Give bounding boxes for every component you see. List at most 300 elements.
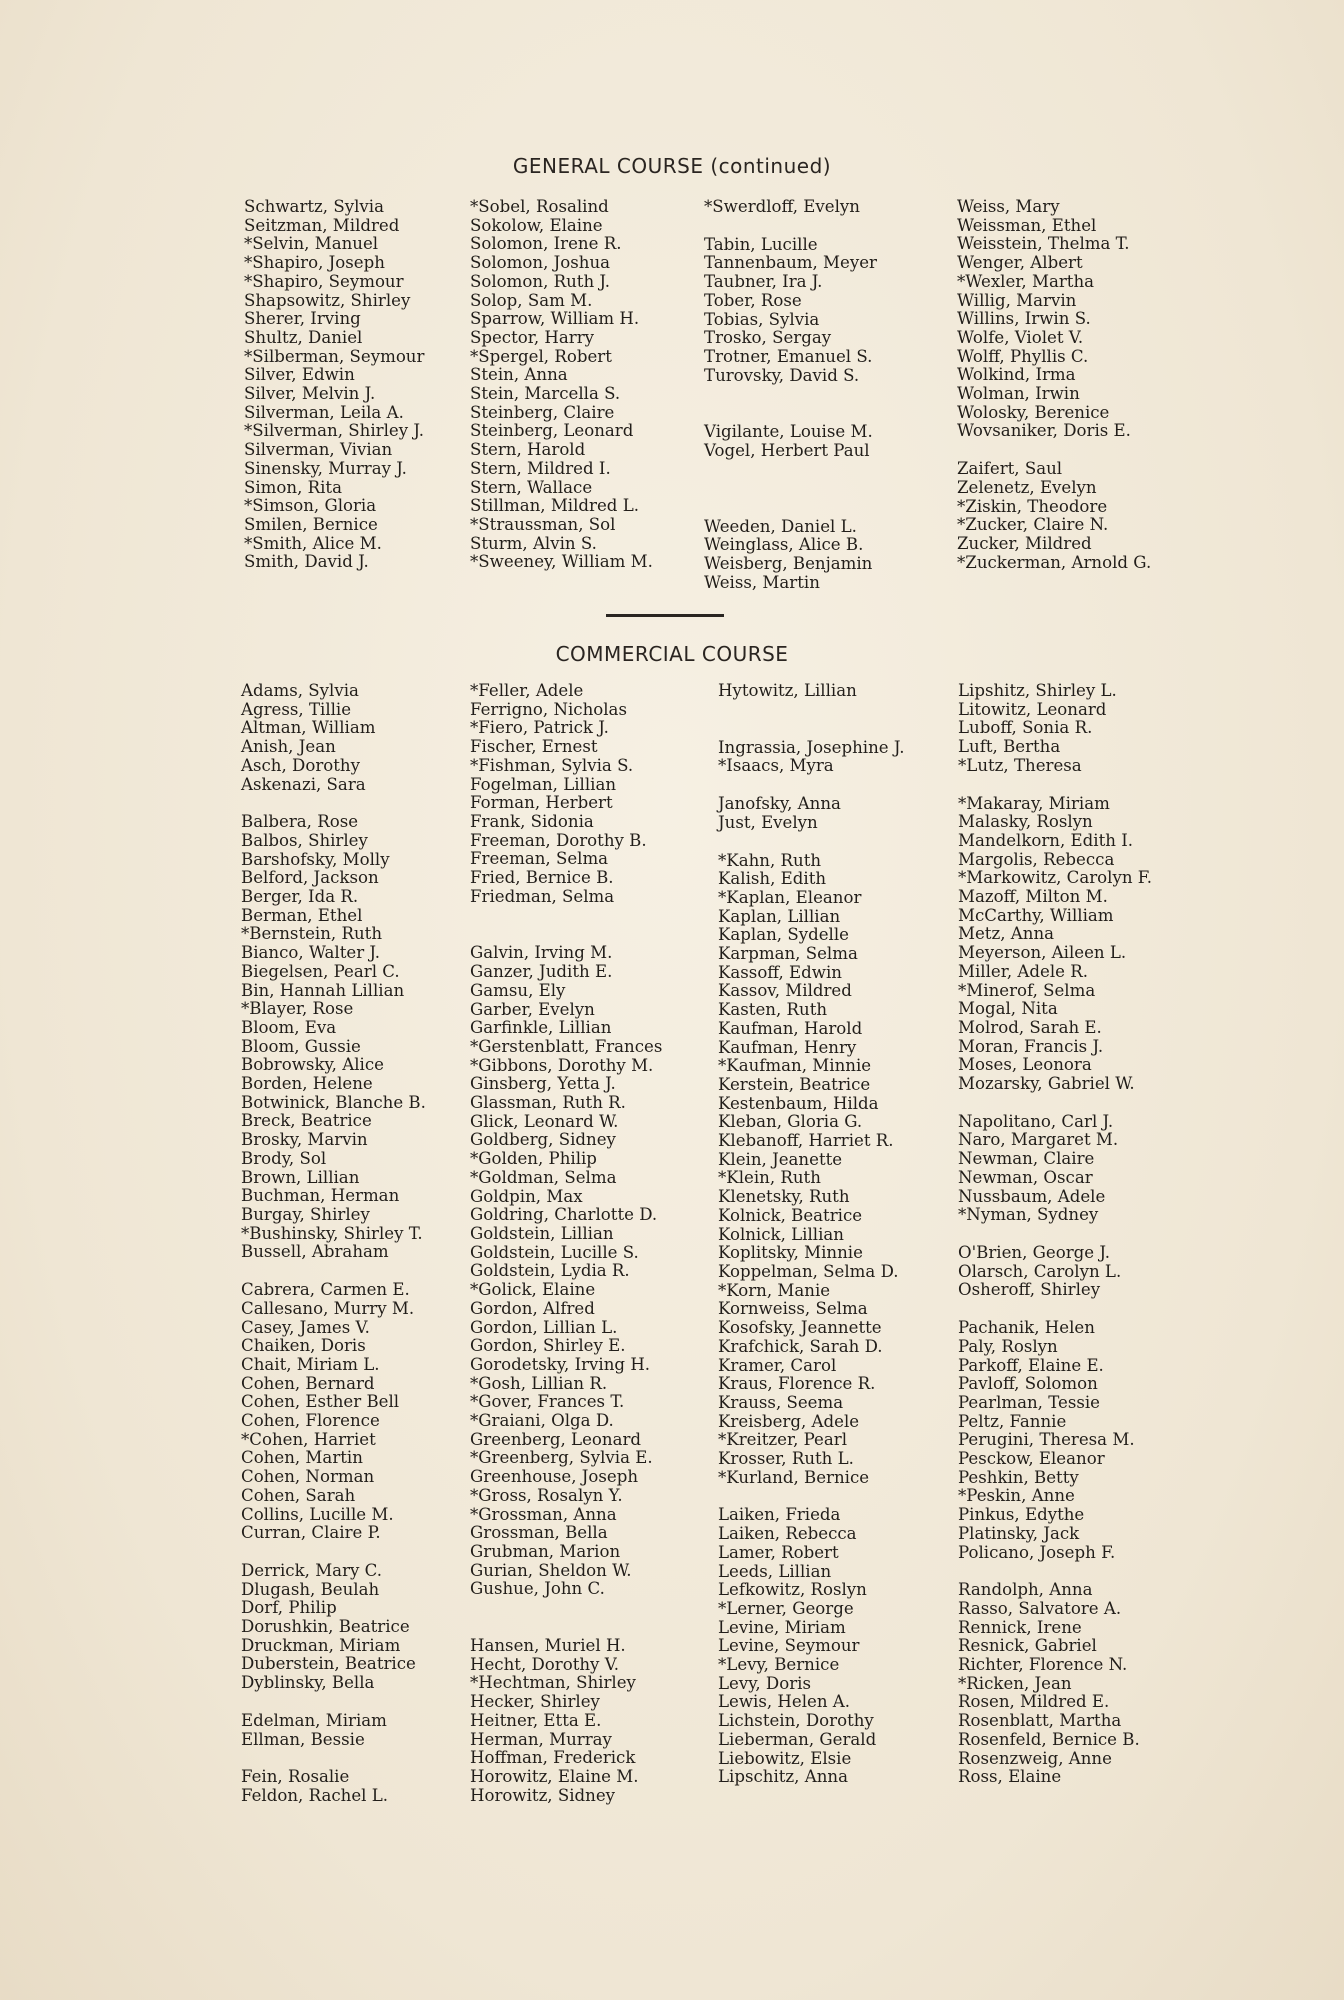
student-name: Smith, David J.	[244, 552, 369, 572]
student-name: *Kahn, Ruth	[718, 850, 822, 870]
student-name: *Bushinsky, Shirley T.	[241, 1223, 423, 1243]
student-name: Mogal, Nita	[958, 999, 1058, 1019]
student-name: Fogelman, Lillian	[470, 774, 617, 794]
student-name: Gushue, John C.	[470, 1579, 605, 1599]
student-name: Wolman, Irwin	[957, 384, 1080, 404]
student-name: Rennick, Irene	[958, 1617, 1082, 1637]
student-name: Kolnick, Lillian	[718, 1224, 844, 1244]
student-name: *Wexler, Martha	[957, 271, 1095, 291]
student-name: Stillman, Mildred L.	[470, 496, 639, 516]
student-name: *Makaray, Miriam	[958, 793, 1110, 813]
student-name: Greenberg, Leonard	[470, 1429, 642, 1449]
student-name: Freeman, Dorothy B.	[470, 830, 647, 850]
student-name: Cohen, Martin	[241, 1448, 363, 1468]
student-name: *Straussman, Sol	[470, 514, 616, 534]
student-name: Cabrera, Carmen E.	[241, 1280, 410, 1300]
column-gap	[718, 1487, 905, 1506]
student-name: Glick, Leonard W.	[470, 1111, 619, 1131]
student-name: Sherer, Irving	[244, 309, 361, 329]
student-name: Tannenbaum, Meyer	[704, 253, 877, 273]
student-name: Biegelsen, Pearl C.	[241, 961, 400, 981]
column-gap	[718, 776, 905, 795]
student-name: Klenetsky, Ruth	[718, 1187, 850, 1207]
student-name: Vogel, Herbert Paul	[704, 441, 870, 461]
student-name: Gordon, Shirley E.	[470, 1336, 626, 1356]
general-course-heading: GENERAL COURSE (continued)	[512, 154, 832, 178]
student-name: *Fiero, Patrick J.	[470, 718, 609, 738]
student-name: Cohen, Florence	[241, 1411, 380, 1431]
student-name: Druckman, Miriam	[241, 1635, 401, 1655]
student-name: Galvin, Irving M.	[470, 943, 613, 963]
student-name: *Grossman, Anna	[470, 1504, 617, 1524]
commercial-course-column-2	[470, 682, 662, 1805]
student-name: Cohen, Norman	[241, 1467, 375, 1487]
student-name: Luft, Bertha	[958, 737, 1061, 757]
student-name: Casey, James V.	[241, 1317, 370, 1337]
student-name: Dorf, Philip	[241, 1598, 337, 1618]
student-name: *Sweeney, William M.	[470, 552, 653, 572]
student-name: Krafchick, Sarah D.	[718, 1336, 883, 1356]
student-name: *Swerdloff, Evelyn	[704, 197, 860, 216]
student-name: Lewis, Helen A.	[718, 1692, 851, 1712]
column-gap	[704, 480, 877, 499]
student-name: Schwartz, Sylvia	[244, 197, 384, 216]
student-name: *Cohen, Harriet	[241, 1429, 376, 1449]
student-name: Napolitano, Carl J.	[958, 1111, 1114, 1131]
student-name: Ganzer, Judith E.	[470, 962, 613, 982]
commercial-course-heading: COMMERCIAL COURSE	[555, 642, 789, 666]
student-name: Kestenbaum, Hilda	[718, 1093, 879, 1113]
student-name: *Zucker, Claire N.	[957, 515, 1109, 535]
student-name: *Golick, Elaine	[470, 1280, 596, 1300]
student-name: Karpman, Selma	[718, 944, 858, 964]
student-name: *Smith, Alice M.	[244, 533, 382, 553]
column-gap	[241, 1543, 426, 1562]
student-name: *Ricken, Jean	[958, 1673, 1072, 1693]
student-name: *Levy, Bernice	[718, 1655, 840, 1675]
student-name: Asch, Dorothy	[241, 755, 360, 775]
student-name: Pavloff, Solomon	[958, 1374, 1098, 1394]
student-name: Rosenfeld, Bernice B.	[958, 1729, 1140, 1749]
student-name: Policano, Joseph F.	[958, 1542, 1116, 1562]
student-name: Lipschitz, Anna	[718, 1767, 848, 1787]
student-name: Freeman, Selma	[470, 849, 609, 869]
student-name: Kramer, Carol	[718, 1355, 837, 1375]
student-name: Moses, Leonora	[958, 1055, 1092, 1075]
student-name: Peltz, Fannie	[958, 1411, 1067, 1431]
student-name: Edelman, Miriam	[241, 1710, 387, 1730]
student-name: Trotner, Emanuel S.	[704, 346, 873, 366]
student-name: Kassoff, Edwin	[718, 962, 842, 982]
student-name: Buchman, Herman	[241, 1186, 400, 1206]
student-name: Dyblinsky, Bella	[241, 1673, 375, 1693]
student-name: Garber, Evelyn	[470, 999, 595, 1019]
student-name: Gamsu, Ely	[470, 980, 566, 1000]
student-name: Kasten, Ruth	[718, 1000, 828, 1020]
student-name: Molrod, Sarah E.	[958, 1017, 1102, 1037]
student-name: Bloom, Eva	[241, 1017, 337, 1037]
student-name: Simon, Rita	[244, 477, 342, 497]
student-name: Pinkus, Edythe	[958, 1505, 1085, 1525]
student-name: Hecker, Shirley	[470, 1692, 600, 1712]
column-gap	[470, 1618, 662, 1637]
student-name: Curran, Claire P.	[241, 1523, 381, 1543]
student-name: Nussbaum, Adele	[958, 1186, 1106, 1206]
student-name: Cohen, Sarah	[241, 1485, 356, 1505]
student-name: Levine, Seymour	[718, 1636, 860, 1656]
student-name: Just, Evelyn	[718, 812, 818, 832]
student-name: Chait, Miriam L.	[241, 1354, 380, 1374]
student-name: Fischer, Ernest	[470, 737, 598, 757]
student-name: *Peskin, Anne	[958, 1486, 1075, 1506]
student-name: Adams, Sylvia	[241, 681, 359, 700]
student-name: Stern, Wallace	[470, 477, 593, 497]
student-name: Heitner, Etta E.	[470, 1710, 602, 1730]
student-name: O'Brien, George J.	[958, 1242, 1111, 1262]
student-name: Wolosky, Berenice	[957, 402, 1110, 422]
student-name: Gurian, Sheldon W.	[470, 1560, 632, 1580]
student-name: *Nyman, Sydney	[958, 1205, 1099, 1225]
student-name: Kalish, Edith	[718, 869, 827, 889]
student-name: *Gover, Frances T.	[470, 1392, 625, 1412]
student-name: Cohen, Bernard	[241, 1373, 375, 1393]
student-name: Bin, Hannah Lillian	[241, 980, 405, 1000]
student-name: Resnick, Gabriel	[958, 1636, 1097, 1656]
student-name: Weissman, Ethel	[957, 215, 1097, 235]
student-name: Ferrigno, Nicholas	[470, 699, 627, 719]
commercial-course-column-3	[718, 682, 905, 1787]
student-name: *Korn, Manie	[718, 1280, 831, 1300]
student-name: Horowitz, Sidney	[470, 1785, 616, 1805]
student-name: *Graiani, Olga D.	[470, 1411, 614, 1431]
student-name: Berman, Ethel	[241, 905, 363, 925]
student-name: Agress, Tillie	[241, 699, 352, 719]
student-name: Horowitz, Elaine M.	[470, 1766, 639, 1786]
student-name: Naro, Margaret M.	[958, 1130, 1119, 1150]
student-name: Wolkind, Irma	[957, 365, 1076, 385]
student-name: Steinberg, Claire	[470, 402, 615, 422]
student-name: Sinensky, Murray J.	[244, 458, 407, 478]
student-name: Peshkin, Betty	[958, 1467, 1079, 1487]
student-name: *Gibbons, Dorothy M.	[470, 1055, 654, 1075]
student-name: Goldstein, Lydia R.	[470, 1261, 630, 1281]
student-name: Trosko, Sergay	[704, 328, 832, 348]
student-name: Taubner, Ira J.	[704, 272, 823, 292]
student-name: Koplitsky, Minnie	[718, 1243, 863, 1263]
student-name: Goldring, Charlotte D.	[470, 1205, 658, 1225]
student-name: *Sobel, Rosalind	[470, 197, 609, 216]
column-gap	[704, 217, 877, 236]
student-name: Olarsch, Carolyn L.	[958, 1261, 1122, 1281]
student-name: Gorodetsky, Irving H.	[470, 1354, 651, 1374]
student-name: Kosofsky, Jeannette	[718, 1318, 882, 1338]
student-name: Seitzman, Mildred	[244, 215, 400, 235]
student-name: Dorushkin, Beatrice	[241, 1617, 410, 1637]
student-name: Solomon, Joshua	[470, 253, 611, 273]
student-name: Frank, Sidonia	[470, 811, 594, 831]
student-name: Barshofsky, Molly	[241, 849, 390, 869]
student-name: Osheroff, Shirley	[958, 1280, 1101, 1300]
student-name: Parkoff, Elaine E.	[958, 1355, 1104, 1375]
student-name: Kassov, Mildred	[718, 981, 852, 1001]
student-name: Silverman, Leila A.	[244, 402, 404, 422]
student-name: Lefkowitz, Roslyn	[718, 1580, 867, 1600]
student-name: Brody, Sol	[241, 1148, 327, 1168]
student-name: *Gerstenblatt, Frances	[470, 1036, 663, 1056]
student-name: Newman, Claire	[958, 1149, 1095, 1169]
student-name: *Kaufman, Minnie	[718, 1056, 872, 1076]
student-name: Ingrassia, Josephine J.	[718, 737, 905, 757]
column-gap	[241, 1749, 426, 1768]
student-name: Zaifert, Saul	[957, 459, 1063, 479]
student-name: Krauss, Seema	[718, 1392, 844, 1412]
student-name: Askenazi, Sara	[241, 774, 366, 794]
student-name: Greenhouse, Joseph	[470, 1467, 639, 1487]
student-name: Cohen, Esther Bell	[241, 1392, 400, 1412]
column-gap	[958, 1562, 1152, 1581]
student-name: Anish, Jean	[241, 737, 336, 757]
student-name: *Minerof, Selma	[958, 980, 1096, 1000]
student-name: Glassman, Ruth R.	[470, 1093, 626, 1113]
student-name: Gordon, Lillian L.	[470, 1317, 618, 1337]
column-gap	[958, 1300, 1152, 1319]
student-name: *Feller, Adele	[470, 681, 584, 700]
student-name: Shultz, Daniel	[244, 327, 363, 347]
student-name: Klein, Jeanette	[718, 1149, 843, 1169]
commercial-course-column-1	[241, 682, 426, 1806]
column-gap	[470, 906, 662, 925]
student-name: Garfinkle, Lillian	[470, 1018, 612, 1038]
student-name: Metz, Anna	[958, 924, 1055, 944]
general-course-column-2	[470, 198, 653, 572]
student-name: Forman, Herbert	[470, 793, 613, 813]
student-name: Goldstein, Lucille S.	[470, 1242, 639, 1262]
student-name: Weisberg, Benjamin	[704, 554, 873, 574]
student-name: Belford, Jackson	[241, 868, 379, 888]
student-name: *Kreitzer, Pearl	[718, 1430, 848, 1450]
student-name: Duberstein, Beatrice	[241, 1654, 416, 1674]
student-name: Tobias, Sylvia	[704, 309, 820, 329]
student-name: Dlugash, Beulah	[241, 1579, 380, 1599]
student-name: *Gosh, Lillian R.	[470, 1373, 608, 1393]
student-name: Stein, Anna	[470, 365, 568, 385]
column-gap	[241, 1693, 426, 1712]
student-name: Koppelman, Selma D.	[718, 1261, 899, 1281]
student-name: Hecht, Dorothy V.	[470, 1654, 620, 1674]
student-name: *Bernstein, Ruth	[241, 924, 383, 944]
student-name: Weisstein, Thelma T.	[957, 234, 1130, 254]
general-course-column-1	[244, 198, 424, 572]
student-name: Berger, Ida R.	[241, 887, 359, 907]
column-gap	[958, 1225, 1152, 1244]
column-gap	[704, 461, 877, 480]
student-name: Goldberg, Sidney	[470, 1130, 616, 1150]
student-name: *Selvin, Manuel	[244, 234, 379, 254]
student-name: Brosky, Marvin	[241, 1130, 368, 1150]
student-name: Kerstein, Beatrice	[718, 1074, 871, 1094]
student-name: Breck, Beatrice	[241, 1111, 372, 1131]
student-name: Paly, Roslyn	[958, 1336, 1058, 1356]
student-name: Laiken, Frieda	[718, 1505, 841, 1525]
student-name: Solomon, Irene R.	[470, 234, 622, 254]
student-name: Pesckow, Eleanor	[958, 1449, 1105, 1469]
student-name: Randolph, Anna	[958, 1580, 1093, 1600]
student-name: Meyerson, Aileen L.	[958, 943, 1127, 963]
student-name: Grossman, Bella	[470, 1523, 608, 1543]
student-name: Friedman, Selma	[470, 886, 615, 906]
student-name: Rosenzweig, Anne	[958, 1748, 1112, 1768]
student-name: Kraus, Florence R.	[718, 1374, 876, 1394]
student-name: Moran, Francis J.	[958, 1036, 1104, 1056]
student-name: *Zuckerman, Arnold G.	[957, 552, 1152, 572]
student-name: Kornweiss, Selma	[718, 1299, 868, 1319]
student-name: Wenger, Albert	[957, 253, 1083, 273]
student-name: *Greenberg, Sylvia E.	[470, 1448, 653, 1468]
student-name: Steinberg, Leonard	[470, 421, 634, 441]
student-name: Lieberman, Gerald	[718, 1729, 877, 1749]
student-name: *Fishman, Sylvia S.	[470, 755, 634, 775]
student-name: Feldon, Rachel L.	[241, 1785, 389, 1805]
student-name: Turovsky, David S.	[704, 365, 860, 385]
student-name: Kaplan, Sydelle	[718, 925, 849, 945]
column-gap	[718, 720, 905, 739]
student-name: Luboff, Sonia R.	[958, 718, 1093, 738]
student-name: Pearlman, Tessie	[958, 1392, 1100, 1412]
student-name: Silverman, Vivian	[244, 440, 393, 460]
column-gap	[241, 794, 426, 813]
student-name: Bianco, Walter J.	[241, 943, 381, 963]
student-name: Weiss, Martin	[704, 572, 820, 592]
student-name: Leeds, Lillian	[718, 1561, 832, 1581]
student-name: Willins, Irwin S.	[957, 309, 1091, 329]
student-name: *Hechtman, Shirley	[470, 1673, 636, 1693]
student-name: Chaiken, Doris	[241, 1336, 366, 1356]
student-name: Goldstein, Lillian	[470, 1223, 614, 1243]
student-name: Mandelkorn, Edith I.	[958, 830, 1134, 850]
student-name: Brown, Lillian	[241, 1167, 360, 1187]
student-name: Malasky, Roslyn	[958, 812, 1093, 832]
student-name: Tober, Rose	[704, 290, 802, 310]
student-name: *Kaplan, Eleanor	[718, 887, 862, 907]
student-name: Sturm, Alvin S.	[470, 533, 597, 553]
general-course-column-4	[957, 198, 1151, 572]
student-name: Krosser, Ruth L.	[718, 1449, 854, 1469]
column-gap	[718, 833, 905, 852]
student-name: *Gross, Rosalyn Y.	[470, 1485, 623, 1505]
student-name: Weiss, Mary	[957, 197, 1060, 216]
student-name: Stern, Harold	[470, 440, 586, 460]
commercial-course-column-4	[958, 682, 1152, 1787]
column-gap	[718, 701, 905, 720]
student-name: *Silberman, Seymour	[244, 346, 425, 366]
student-name: *Spergel, Robert	[470, 346, 612, 366]
student-name: Levine, Miriam	[718, 1617, 846, 1637]
student-name: Stein, Marcella S.	[470, 384, 621, 404]
student-name: Richter, Florence N.	[958, 1655, 1128, 1675]
student-name: Silver, Melvin J.	[244, 384, 376, 404]
student-name: Stern, Mildred I.	[470, 458, 611, 478]
student-name: Kaufman, Henry	[718, 1037, 857, 1057]
general-course-column-3	[704, 198, 877, 593]
student-name: Botwinick, Blanche B.	[241, 1092, 426, 1112]
student-name: Hansen, Muriel H.	[470, 1636, 626, 1656]
student-name: Rosenblatt, Martha	[958, 1711, 1122, 1731]
student-name: Lipshitz, Shirley L.	[958, 681, 1117, 700]
student-name: Collins, Lucille M.	[241, 1504, 394, 1524]
student-name: Spector, Harry	[470, 327, 595, 347]
student-name: Kaplan, Lillian	[718, 906, 841, 926]
student-name: Lichstein, Dorothy	[718, 1711, 874, 1731]
student-name: Sokolow, Elaine	[470, 215, 603, 235]
student-name: *Kurland, Bernice	[718, 1467, 870, 1487]
student-name: Tabin, Lucille	[704, 234, 818, 254]
student-name: Hoffman, Frederick	[470, 1748, 636, 1768]
student-name: Mozarsky, Gabriel W.	[958, 1074, 1135, 1094]
student-name: Lamer, Robert	[718, 1542, 839, 1562]
student-name: Goldpin, Max	[470, 1186, 583, 1206]
student-name: Balbera, Rose	[241, 812, 359, 832]
student-name: *Lerner, George	[718, 1598, 854, 1618]
student-name: Grubman, Marion	[470, 1541, 621, 1561]
student-name: Kaufman, Harold	[718, 1018, 863, 1038]
student-name: *Blayer, Rose	[241, 999, 354, 1019]
student-name: Burgay, Shirley	[241, 1204, 370, 1224]
student-name: Kolnick, Beatrice	[718, 1205, 863, 1225]
student-name: Mazoff, Milton M.	[958, 887, 1108, 907]
student-name: *Shapiro, Seymour	[244, 271, 404, 291]
column-gap	[958, 776, 1152, 795]
student-name: Wolfe, Violet V.	[957, 327, 1084, 347]
student-name: Wovsaniker, Doris E.	[957, 421, 1131, 441]
student-name: *Isaacs, Myra	[718, 756, 834, 776]
student-name: Kleban, Gloria G.	[718, 1112, 863, 1132]
column-gap	[470, 1599, 662, 1618]
student-name: Borden, Helene	[241, 1074, 373, 1094]
student-name: Levy, Doris	[718, 1673, 811, 1693]
student-name: *Silverman, Shirley J.	[244, 421, 424, 441]
student-name: Callesano, Murry M.	[241, 1298, 415, 1318]
student-name: Platinsky, Jack	[958, 1523, 1080, 1543]
student-name: Silver, Edwin	[244, 365, 355, 385]
student-name: Herman, Murray	[470, 1729, 612, 1749]
student-name: Vigilante, Louise M.	[704, 422, 873, 442]
column-gap	[704, 385, 877, 404]
student-name: Laiken, Rebecca	[718, 1524, 857, 1544]
student-name: Balbos, Shirley	[241, 830, 368, 850]
student-name: Derrick, Mary C.	[241, 1560, 383, 1580]
student-name: Bussell, Abraham	[241, 1242, 389, 1262]
student-name: Janofsky, Anna	[718, 794, 841, 814]
student-name: *Markowitz, Carolyn F.	[958, 868, 1152, 888]
student-name: Rasso, Salvatore A.	[958, 1598, 1122, 1618]
student-name: Fried, Bernice B.	[470, 868, 614, 888]
column-gap	[241, 1262, 426, 1281]
student-name: Zucker, Mildred	[957, 533, 1092, 553]
student-name: *Shapiro, Joseph	[244, 253, 385, 273]
section-divider	[606, 614, 724, 617]
student-name: Pachanik, Helen	[958, 1318, 1095, 1338]
student-name: Liebowitz, Elsie	[718, 1748, 852, 1768]
student-name: Perugini, Theresa M.	[958, 1430, 1135, 1450]
student-name: *Golden, Philip	[470, 1149, 597, 1169]
student-name: Bloom, Gussie	[241, 1036, 361, 1056]
student-name: Kreisberg, Adele	[718, 1411, 860, 1431]
student-name: Miller, Adele R.	[958, 961, 1088, 981]
column-gap	[957, 441, 1151, 460]
student-name: Gordon, Alfred	[470, 1298, 595, 1318]
student-name: Solomon, Ruth J.	[470, 271, 611, 291]
student-name: Shapsowitz, Shirley	[244, 290, 411, 310]
